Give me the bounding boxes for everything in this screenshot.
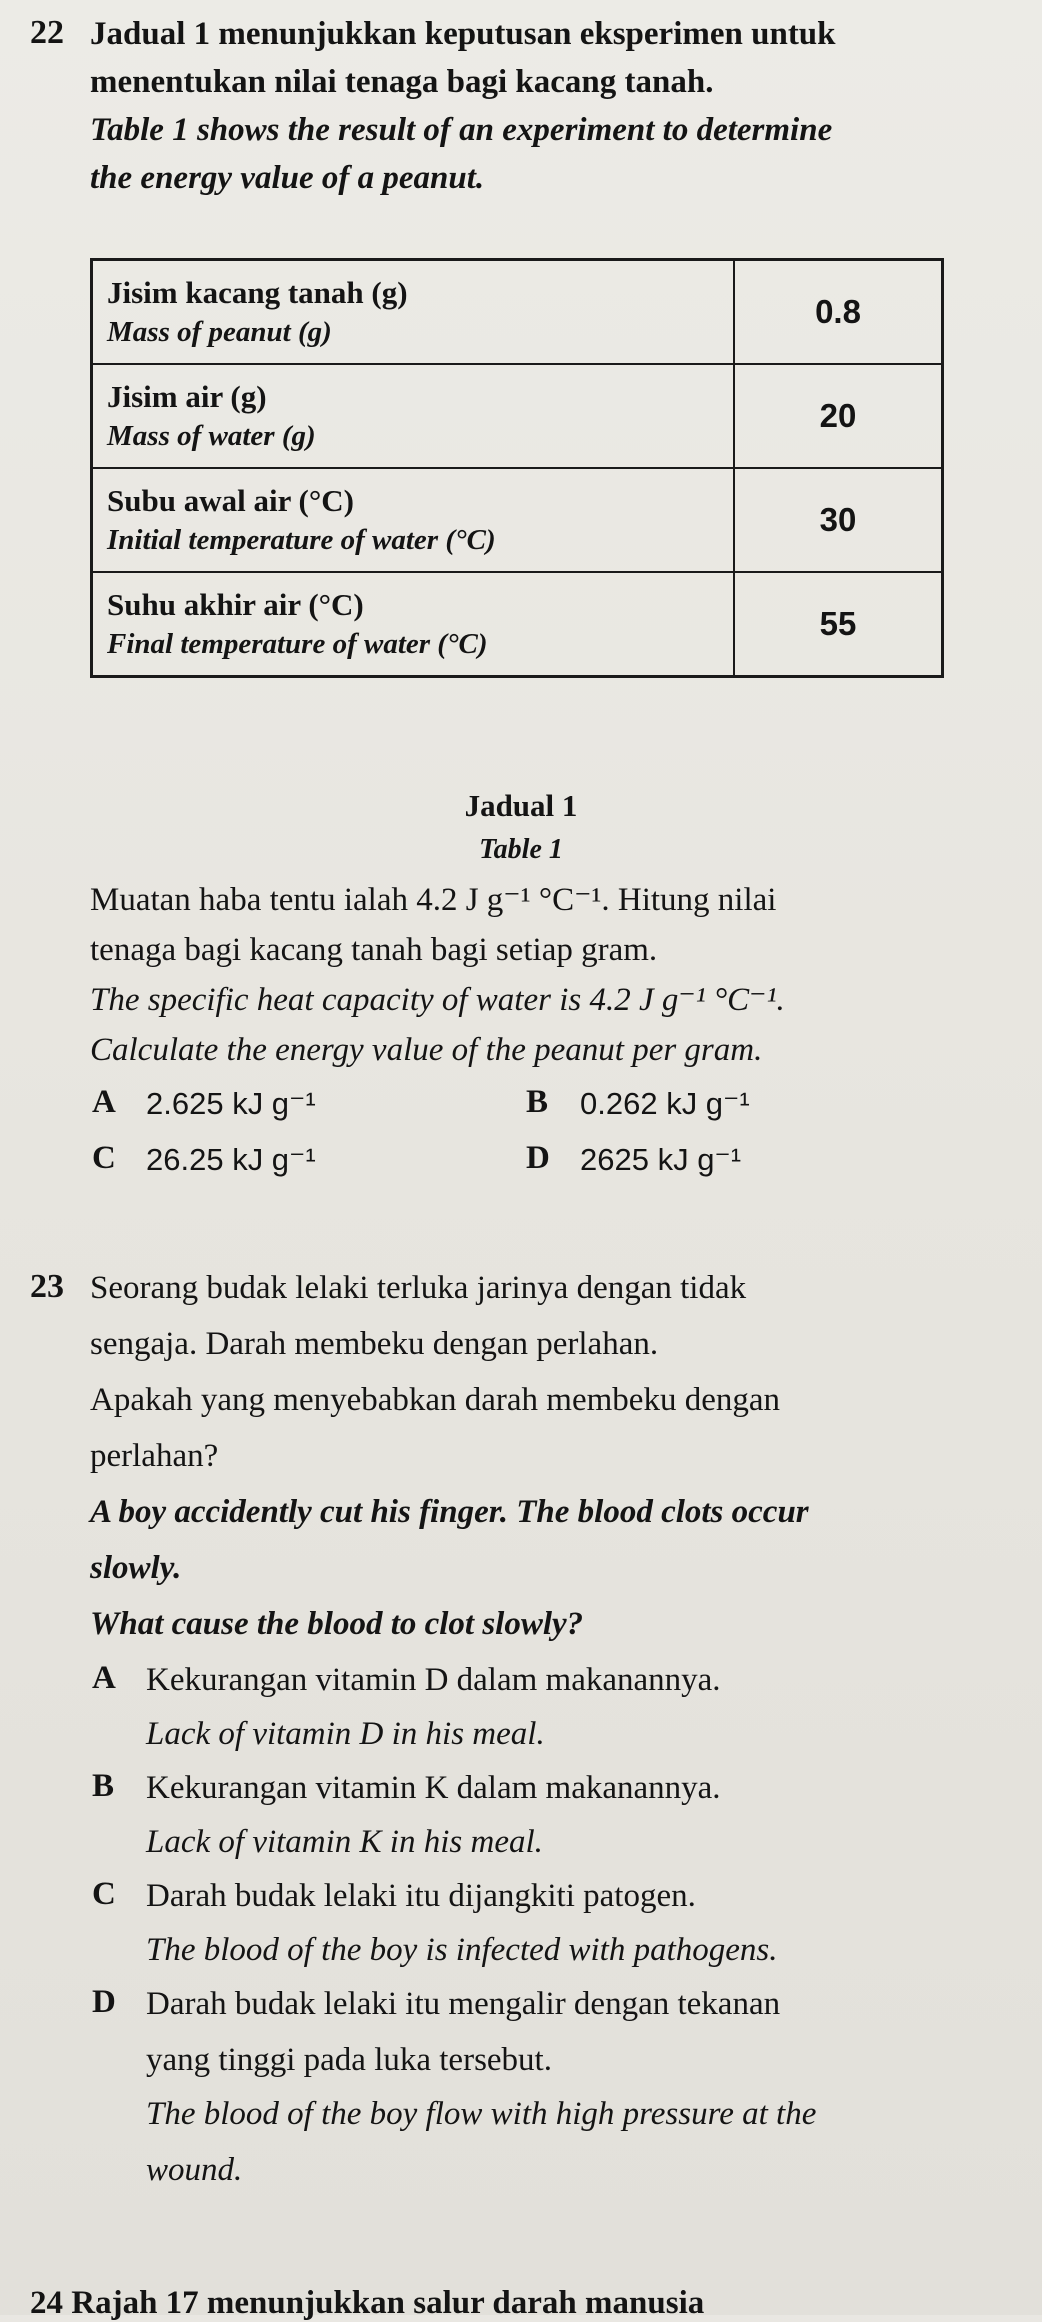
table-row-value: 20 bbox=[734, 364, 943, 468]
table-row-value: 55 bbox=[734, 572, 943, 677]
table-row-label bbox=[92, 468, 735, 572]
q23-stem-en-line-2: slowly. bbox=[90, 1550, 182, 1586]
q23-stem-en-line-1: A boy accidently cut his finger. The blood clots occur bbox=[90, 1494, 809, 1530]
table-row-value: 30 bbox=[734, 468, 943, 572]
q23-option-c-ms[interactable]: Darah budak lelaki itu dijangkiti patogen. bbox=[146, 1878, 696, 1914]
table-row bbox=[92, 260, 943, 365]
question-22-number: 22 bbox=[30, 14, 64, 51]
q23-stem-ms-line-1: Seorang budak lelaki terluka jarinya dengan tidak bbox=[90, 1270, 747, 1306]
question-24-partial: 24 Rajah 17 menunjukkan salur darah manusia bbox=[30, 2285, 705, 2321]
q23-stem-ms-line-2: sengaja. Darah membeku dengan perlahan. bbox=[90, 1326, 659, 1362]
q23-option-a-letter[interactable]: A bbox=[92, 1660, 116, 1696]
q23-option-d-en-line-1[interactable]: The blood of the boy flow with high pressure at the bbox=[146, 2096, 817, 2132]
q23-stem-ms-line-3: Apakah yang menyebabkan darah membeku dengan bbox=[90, 1382, 780, 1418]
q23-option-b-letter[interactable]: B bbox=[92, 1768, 115, 1804]
q23-option-a-en[interactable]: Lack of vitamin D in his meal. bbox=[146, 1716, 545, 1752]
table-row-label bbox=[92, 260, 735, 365]
q22-option-c-letter[interactable]: C bbox=[92, 1140, 116, 1176]
q22-option-d-text[interactable]: 2625 kJ g⁻¹ bbox=[580, 1142, 742, 1177]
q22-option-b-text[interactable]: 0.262 kJ g⁻¹ bbox=[580, 1086, 750, 1121]
q23-option-c-letter[interactable]: C bbox=[92, 1876, 116, 1912]
label-en: Final temperature of water (°C) bbox=[107, 628, 488, 660]
q23-stem-ms-line-4: perlahan? bbox=[90, 1438, 219, 1474]
table-caption-en: Table 1 bbox=[479, 834, 563, 865]
q22-intro-en-line-2: the energy value of a peanut. bbox=[90, 160, 485, 196]
q22-option-a-text[interactable]: 2.625 kJ g⁻¹ bbox=[146, 1086, 316, 1121]
q23-option-d-en-line-2[interactable]: wound. bbox=[146, 2152, 243, 2188]
q22-intro-ms-line-2: menentukan nilai tenaga bagi kacang tanah. bbox=[90, 64, 714, 100]
table-row bbox=[92, 468, 943, 572]
label-ms: Jisim air (g) bbox=[107, 379, 267, 414]
label-en: Mass of water (g) bbox=[107, 420, 316, 452]
q22-option-b-letter[interactable]: B bbox=[526, 1084, 549, 1120]
table-row-label bbox=[92, 364, 735, 468]
q22-option-a-letter[interactable]: A bbox=[92, 1084, 116, 1120]
q22-option-d-letter[interactable]: D bbox=[526, 1140, 550, 1176]
table-row bbox=[92, 572, 943, 677]
table-row-label bbox=[92, 572, 735, 677]
q22-intro-en-line-1: Table 1 shows the result of an experiment to determine bbox=[90, 112, 833, 148]
q22-question-en-line-1: The specific heat capacity of water is 4.2 J g⁻¹ °C⁻¹. bbox=[90, 982, 785, 1018]
q22-question-ms-line-2: tenaga bagi kacang tanah bagi setiap gram. bbox=[90, 932, 658, 968]
label-en: Initial temperature of water (°C) bbox=[107, 524, 496, 556]
table-1 bbox=[90, 258, 944, 678]
label-en: Mass of peanut (g) bbox=[107, 316, 332, 348]
q23-option-d-letter[interactable]: D bbox=[92, 1984, 116, 2020]
q23-option-b-ms[interactable]: Kekurangan vitamin K dalam makanannya. bbox=[146, 1770, 721, 1806]
table-caption-ms: Jadual 1 bbox=[464, 788, 578, 823]
label-ms: Suhu akhir air (°C) bbox=[107, 587, 364, 622]
label-ms: Subu awal air (°C) bbox=[107, 483, 354, 518]
q23-option-c-en[interactable]: The blood of the boy is infected with pathogens. bbox=[146, 1932, 778, 1968]
question-23-number: 23 bbox=[30, 1268, 64, 1305]
q23-option-b-en[interactable]: Lack of vitamin K in his meal. bbox=[146, 1824, 543, 1860]
q22-intro-ms-line-1: Jadual 1 menunjukkan keputusan eksperimen untuk bbox=[90, 16, 836, 52]
q23-option-d-ms-line-1[interactable]: Darah budak lelaki itu mengalir dengan tekanan bbox=[146, 1986, 781, 2022]
q22-option-c-text[interactable]: 26.25 kJ g⁻¹ bbox=[146, 1142, 316, 1177]
q22-question-ms-line-1: Muatan haba tentu ialah 4.2 J g⁻¹ °C⁻¹. Hitung nilai bbox=[90, 882, 777, 918]
label-ms: Jisim kacang tanah (g) bbox=[107, 275, 408, 310]
q23-stem-en-line-3: What cause the blood to clot slowly? bbox=[90, 1606, 584, 1642]
table-row-value: 0.8 bbox=[734, 260, 943, 365]
q23-option-a-ms[interactable]: Kekurangan vitamin D dalam makanannya. bbox=[146, 1662, 721, 1698]
table-row bbox=[92, 364, 943, 468]
q23-option-d-ms-line-2[interactable]: yang tinggi pada luka tersebut. bbox=[146, 2042, 552, 2078]
q22-question-en-line-2: Calculate the energy value of the peanut per gram. bbox=[90, 1032, 763, 1068]
